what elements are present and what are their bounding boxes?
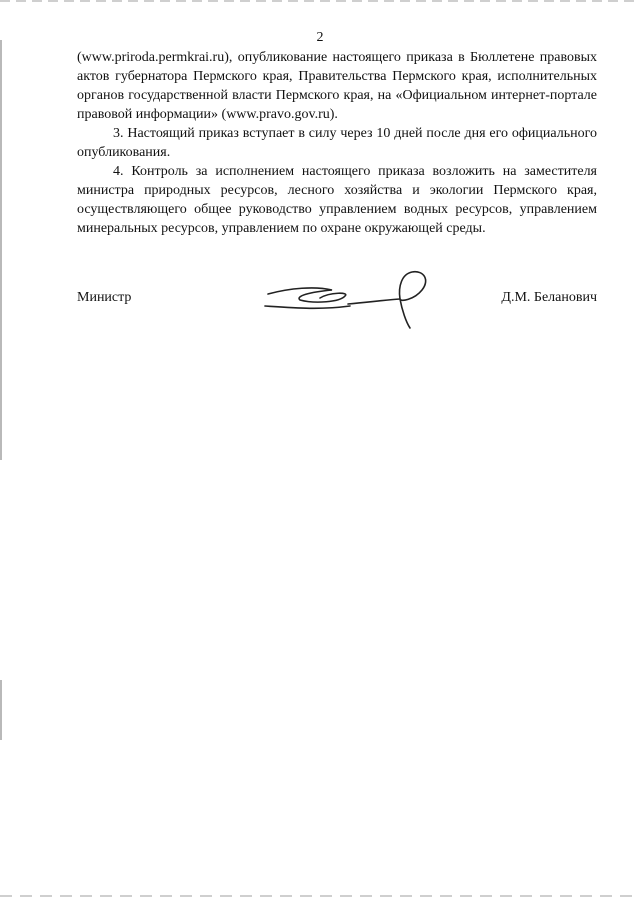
scan-left-edge <box>0 40 2 460</box>
scan-bottom-edge <box>0 895 640 897</box>
scan-top-edge <box>0 0 640 2</box>
signature-block <box>77 286 597 326</box>
paragraph-4: 4. Контроль за исполнением настоящего приказа возложить на заместителя министра природных ресурсов, лесного хозяйства и экологии Пермского края, осуществляющего общее руководство управлением водных ресурсов, управлением минеральных ресурсов, управлением по охране окружающей среды. <box>77 164 597 236</box>
signer-title: Министр <box>77 290 132 305</box>
signer-name: Д.М. Беланович <box>501 290 597 305</box>
scan-left-edge-lower <box>0 680 2 740</box>
document-body <box>77 48 597 238</box>
paragraph-3: 3. Настоящий приказ вступает в силу через 10 дней после дня его официального опубликования. <box>77 126 597 160</box>
page-number: 2 <box>316 30 324 45</box>
handwritten-signature <box>260 266 450 336</box>
paragraph-continuation: (www.priroda.permkrai.ru), опубликование настоящего приказа в Бюллетене правовых актов губернатора Пермского края, Правительства Пермского края, исполнительных органов государственной власти Пермского края, на «Официальном интернет-портале правовой информации» (www.pravo.gov.ru). <box>77 50 597 122</box>
